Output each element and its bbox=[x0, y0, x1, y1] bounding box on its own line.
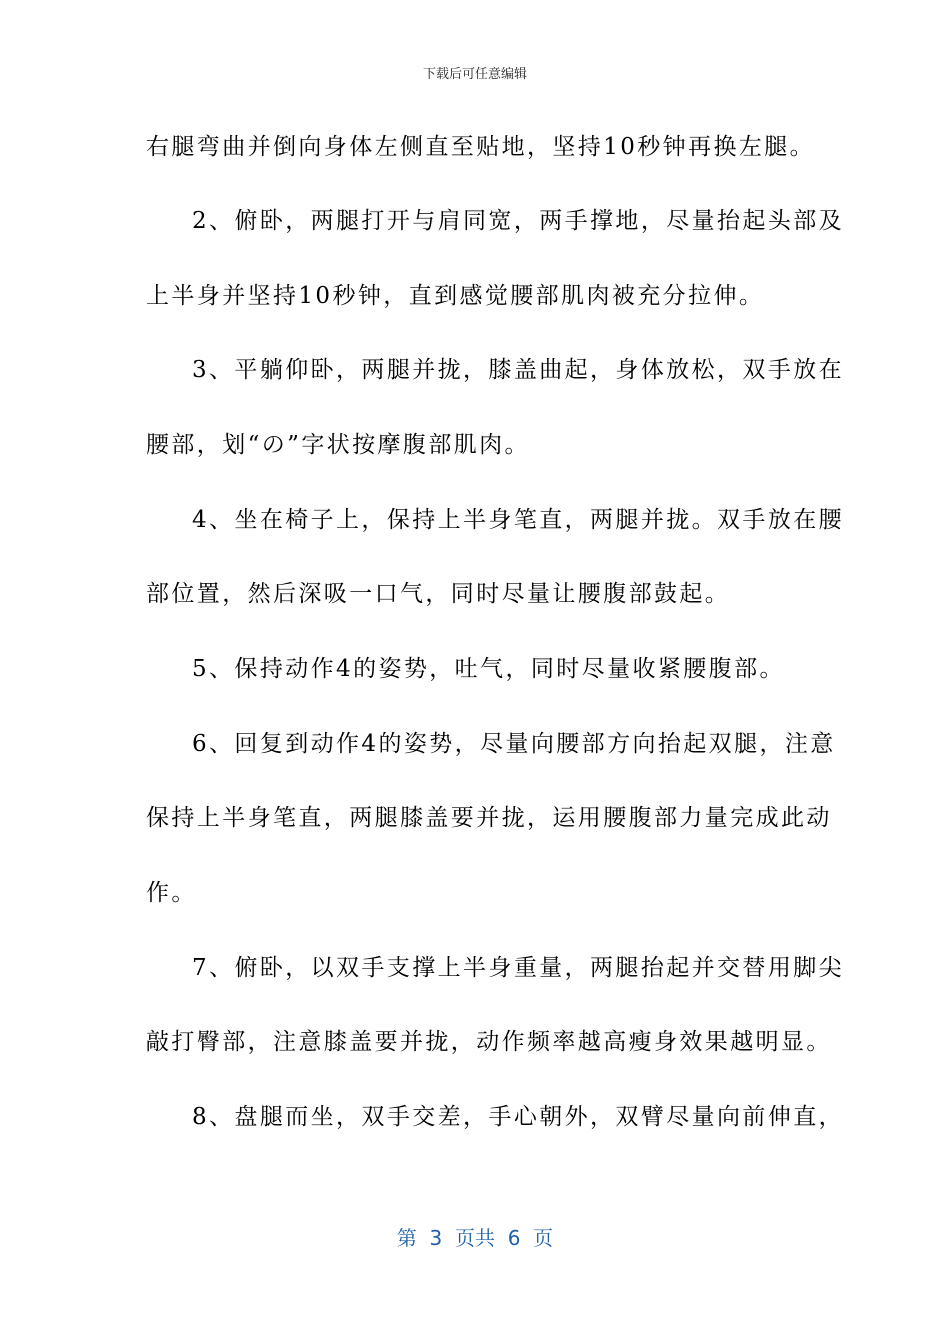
text-line: 3、平躺仰卧，两腿并拢，膝盖曲起，身体放松，双手放在 bbox=[192, 357, 845, 383]
text-line: 作。 bbox=[146, 880, 197, 906]
text-line: 腰部，划“の”字状按摩腹部肌肉。 bbox=[146, 432, 530, 458]
header-note: 下载后可任意编辑 bbox=[422, 67, 527, 82]
page-footer: 第 3 页共 6 页 bbox=[396, 1226, 554, 1250]
text-line: 右腿弯曲并倒向身体左侧直至贴地，坚持10秒钟再换左腿。 bbox=[146, 134, 816, 160]
text-line: 4、坐在椅子上，保持上半身笔直，两腿并拢。双手放在腰 bbox=[192, 507, 845, 533]
text-line: 保持上半身笔直，两腿膝盖要并拢，运用腰腹部力量完成此动 bbox=[146, 805, 832, 831]
text-line: 上半身并坚持10秒钟，直到感觉腰部肌肉被充分拉伸。 bbox=[146, 283, 765, 309]
text-line: 6、回复到动作4的姿势，尽量向腰部方向抬起双腿，注意 bbox=[192, 731, 836, 757]
text-line: 部位置，然后深吸一口气，同时尽量让腰腹部鼓起。 bbox=[146, 581, 731, 607]
text-line: 7、俯卧，以双手支撑上半身重量，两腿抬起并交替用脚尖 bbox=[192, 955, 845, 981]
text-line: 敲打臀部，注意膝盖要并拢，动作频率越高瘦身效果越明显。 bbox=[146, 1029, 832, 1055]
text-line: 8、盘腿而坐，双手交差，手心朝外，双臂尽量向前伸直， bbox=[192, 1104, 845, 1130]
text-line: 5、保持动作4的姿势，吐气，同时尽量收紧腰腹部。 bbox=[192, 656, 785, 682]
text-line: 2、俯卧，两腿打开与肩同宽，两手撑地，尽量抬起头部及 bbox=[192, 208, 845, 234]
